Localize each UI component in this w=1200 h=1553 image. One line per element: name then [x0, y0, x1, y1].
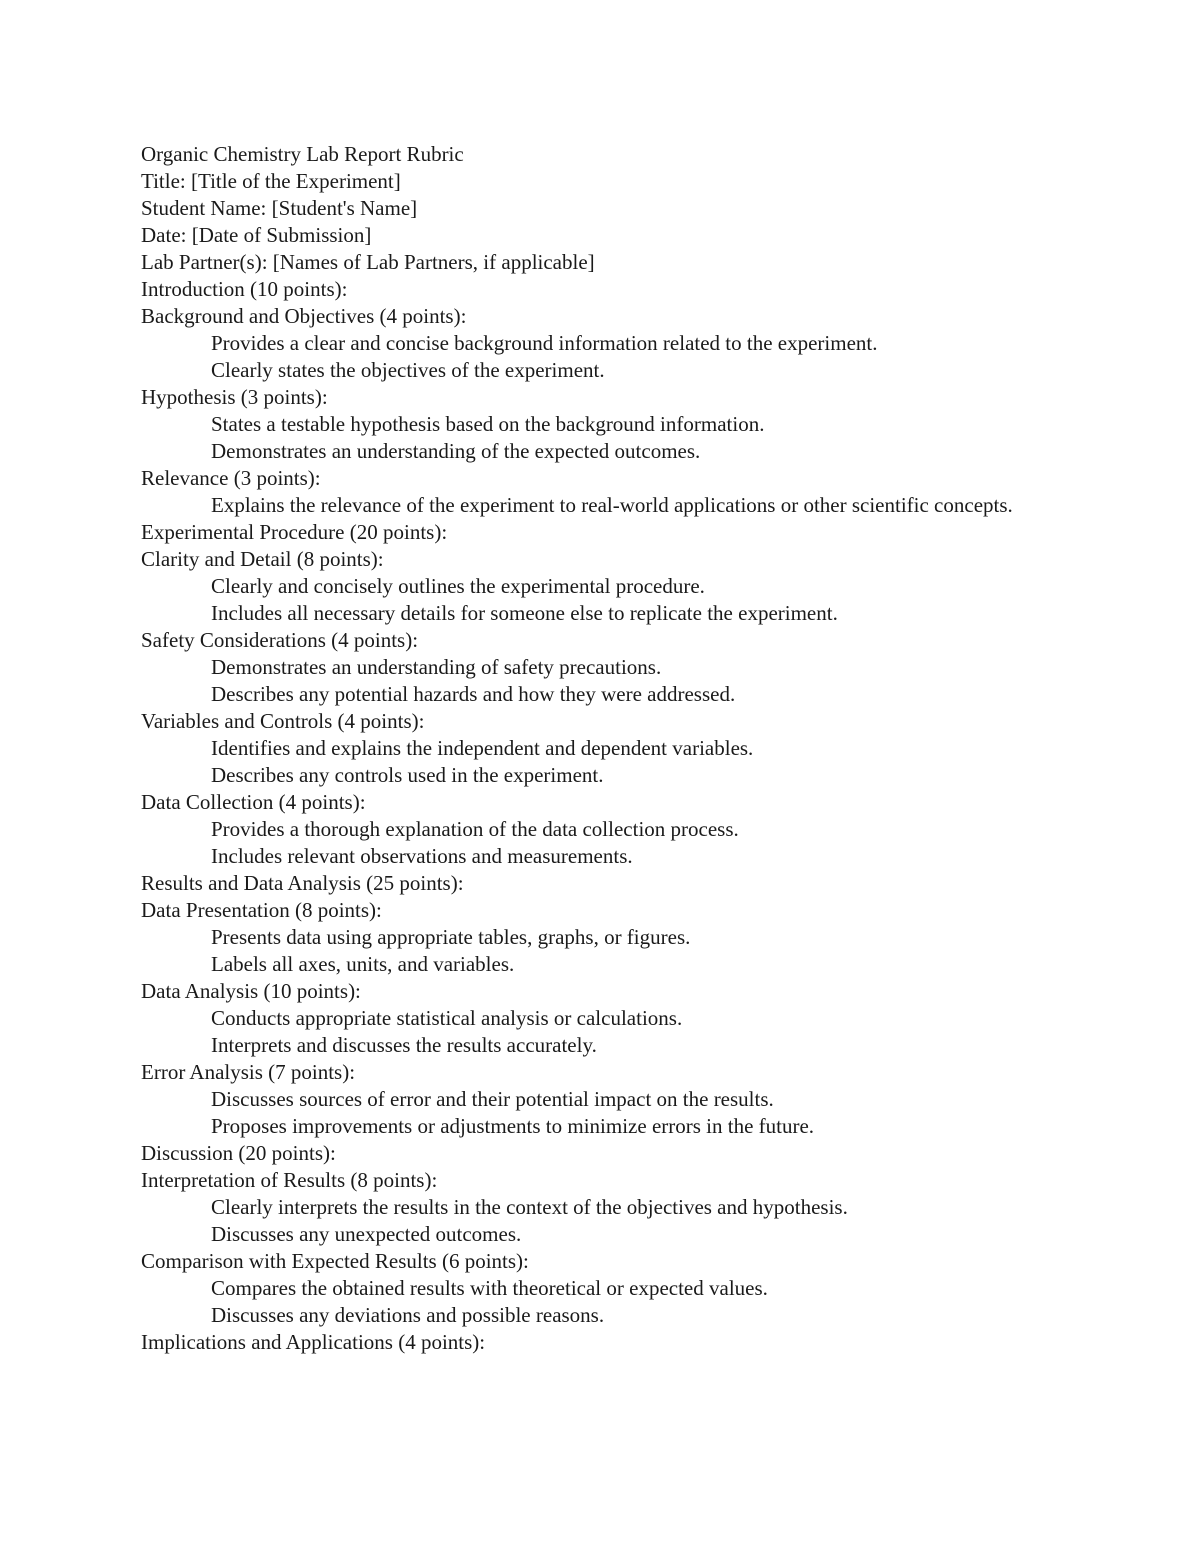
- rubric-criterion-line: Describes any potential hazards and how they were addressed.: [211, 682, 736, 706]
- rubric-criterion-line: Conducts appropriate statistical analysis or calculations.: [211, 1006, 683, 1030]
- rubric-heading-line: Relevance (3 points):: [141, 466, 321, 490]
- rubric-criterion-line: Proposes improvements or adjustments to minimize errors in the future.: [211, 1114, 815, 1138]
- rubric-heading-line: Clarity and Detail (8 points):: [141, 547, 384, 571]
- rubric-criterion-line: Discusses any unexpected outcomes.: [211, 1222, 522, 1246]
- rubric-criterion-line: Demonstrates an understanding of the expected outcomes.: [211, 439, 701, 463]
- rubric-criterion-line: Includes relevant observations and measurements.: [211, 844, 633, 868]
- rubric-criterion-line: Discusses any deviations and possible reasons.: [211, 1303, 605, 1327]
- rubric-criterion-line: Clearly states the objectives of the experiment.: [211, 358, 605, 382]
- rubric-heading-line: Background and Objectives (4 points):: [141, 304, 467, 328]
- rubric-criterion-line: Describes any controls used in the experiment.: [211, 763, 604, 787]
- rubric-criterion-line: Identifies and explains the independent and dependent variables.: [211, 736, 754, 760]
- rubric-criterion-line: States a testable hypothesis based on the background information.: [211, 412, 765, 436]
- rubric-heading-line: Experimental Procedure (20 points):: [141, 520, 448, 544]
- rubric-heading-line: Title: [Title of the Experiment]: [141, 169, 401, 193]
- rubric-heading-line: Organic Chemistry Lab Report Rubric: [141, 142, 464, 166]
- rubric-criterion-line: Discusses sources of error and their potential impact on the results.: [211, 1087, 774, 1111]
- rubric-heading-line: Lab Partner(s): [Names of Lab Partners, if applicable]: [141, 250, 595, 274]
- rubric-heading-line: Date: [Date of Submission]: [141, 223, 372, 247]
- rubric-criterion-line: Demonstrates an understanding of safety precautions.: [211, 655, 662, 679]
- rubric-heading-line: Implications and Applications (4 points):: [141, 1330, 486, 1354]
- rubric-heading-line: Introduction (10 points):: [141, 277, 348, 301]
- rubric-criterion-line: Provides a thorough explanation of the data collection process.: [211, 817, 739, 841]
- rubric-heading-line: Discussion (20 points):: [141, 1141, 336, 1165]
- rubric-criterion-line: Compares the obtained results with theoretical or expected values.: [211, 1276, 768, 1300]
- rubric-heading-line: Data Presentation (8 points):: [141, 898, 382, 922]
- rubric-heading-line: Safety Considerations (4 points):: [141, 628, 419, 652]
- rubric-heading-line: Comparison with Expected Results (6 points):: [141, 1249, 529, 1273]
- rubric-criterion-line: Presents data using appropriate tables, graphs, or figures.: [211, 925, 691, 949]
- rubric-heading-line: Data Analysis (10 points):: [141, 979, 361, 1003]
- rubric-heading-line: Variables and Controls (4 points):: [141, 709, 425, 733]
- rubric-criterion-line: Explains the relevance of the experiment to real-world applications or other scientific concepts.: [211, 493, 1013, 517]
- rubric-criterion-line: Clearly and concisely outlines the experimental procedure.: [211, 574, 705, 598]
- rubric-criterion-line: Interprets and discusses the results accurately.: [211, 1033, 597, 1057]
- rubric-criterion-line: Clearly interprets the results in the context of the objectives and hypothesis.: [211, 1195, 848, 1219]
- rubric-heading-line: Hypothesis (3 points):: [141, 385, 328, 409]
- rubric-heading-line: Interpretation of Results (8 points):: [141, 1168, 438, 1192]
- rubric-criterion-line: Provides a clear and concise background information related to the experiment.: [211, 331, 878, 355]
- rubric-heading-line: Results and Data Analysis (25 points):: [141, 871, 464, 895]
- rubric-heading-line: Data Collection (4 points):: [141, 790, 366, 814]
- rubric-text-body: [141, 141, 1041, 1356]
- rubric-heading-line: Student Name: [Student's Name]: [141, 196, 418, 220]
- rubric-heading-line: Error Analysis (7 points):: [141, 1060, 356, 1084]
- rubric-criterion-line: Includes all necessary details for someone else to replicate the experiment.: [211, 601, 838, 625]
- rubric-criterion-line: Labels all axes, units, and variables.: [211, 952, 515, 976]
